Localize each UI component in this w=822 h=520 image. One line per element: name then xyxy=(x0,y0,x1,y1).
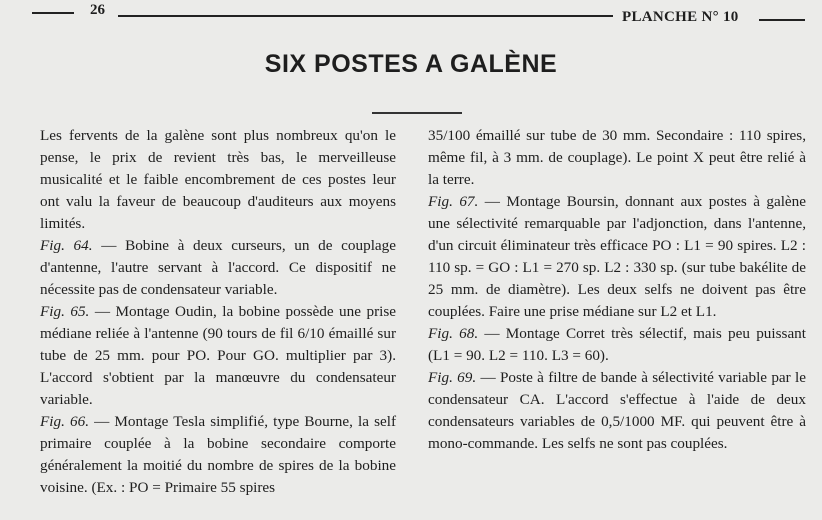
fig69-text: — Poste à filtre de bande à sélectivité variable par le condensateur CA. L'accord s'effectue à l'aide de deux condensateurs variables de 0,5/1000 MF. qui peuvent être à mono-commande. Les selfs ne sont pas couplées. xyxy=(428,369,806,452)
fig66-paragraph xyxy=(40,411,396,499)
fig66-continuation: 35/100 émaillé sur tube de 30 mm. Secondaire : 110 spires, même fil, à 3 mm. de couplage). Le point X peut être relié à la terre. xyxy=(428,127,806,188)
page-number: 26 xyxy=(90,2,105,18)
fig69-label: Fig. 69. xyxy=(428,369,477,386)
title-rule xyxy=(372,112,462,114)
intro-paragraph xyxy=(40,125,396,235)
page-title: SIX POSTES A GALÈNE xyxy=(264,50,558,78)
fig65-paragraph xyxy=(40,301,396,411)
fig65-text: — Montage Oudin, la bobine possède une prise médiane reliée à l'antenne (90 tours de fil 6/10 émaillé sur tube de 25 mm. pour PO. Pour GO. multiplier par 3). L'accord s'obtient par la manœuvre du condensateur variable. xyxy=(40,303,396,408)
fig65-label: Fig. 65. xyxy=(40,303,90,320)
fig67-paragraph xyxy=(428,191,806,323)
fig64-label: Fig. 64. xyxy=(40,237,93,254)
left-column xyxy=(40,125,396,499)
header-rule-left xyxy=(32,12,74,14)
right-column xyxy=(428,125,806,455)
fig64-paragraph xyxy=(40,235,396,301)
header-rule-middle xyxy=(118,15,613,17)
header-rule-right xyxy=(759,19,805,21)
fig64-text: — Bobine à deux curseurs, un de couplage d'antenne, l'autre servant à l'accord. Ce dispositif ne nécessite pas de condensateur variable. xyxy=(40,237,396,298)
intro-text: Les fervents de la galène sont plus nombreux qu'on le pense, le prix de revient très bas, le merveilleuse musicalité et le faible encombrement de ces postes leur ont valu la faveur de beaucoup d'auditeurs aux moyens limités. xyxy=(40,127,396,232)
fig68-label: Fig. 68. xyxy=(428,325,479,342)
fig66-text: — Montage Tesla simplifié, type Bourne, la self primaire couplée à la bobine secondaire comporte généralement la moitié du nombre de spires de la bobine voisine. (Ex. : PO = Primaire 55 spires xyxy=(40,413,397,496)
fig67-label: Fig. 67. xyxy=(428,193,479,210)
fig69-paragraph xyxy=(428,367,806,455)
fig67-text: — Montage Boursin, donnant aux postes à galène une sélectivité remarquable par l'adjonction, dans l'antenne, d'un circuit éliminateur très efficace PO : L1 = 90 spires. L2 : 110 sp. = GO : L1 = 270 sp. L2 : 330 sp. (sur tube bakélite de 25 mm. de diamètre). Les deux selfs ne doivent pas être couplées. Faire une prise médiane sur L2 et L1. xyxy=(428,193,806,320)
fig66-label: Fig. 66. xyxy=(40,413,89,430)
fig68-text: — Montage Corret très sélectif, mais peu puissant (L1 = 90. L2 = 110. L3 = 60). xyxy=(428,325,806,364)
fig68-paragraph xyxy=(428,323,806,367)
plate-label: PLANCHE N° 10 xyxy=(622,9,739,25)
